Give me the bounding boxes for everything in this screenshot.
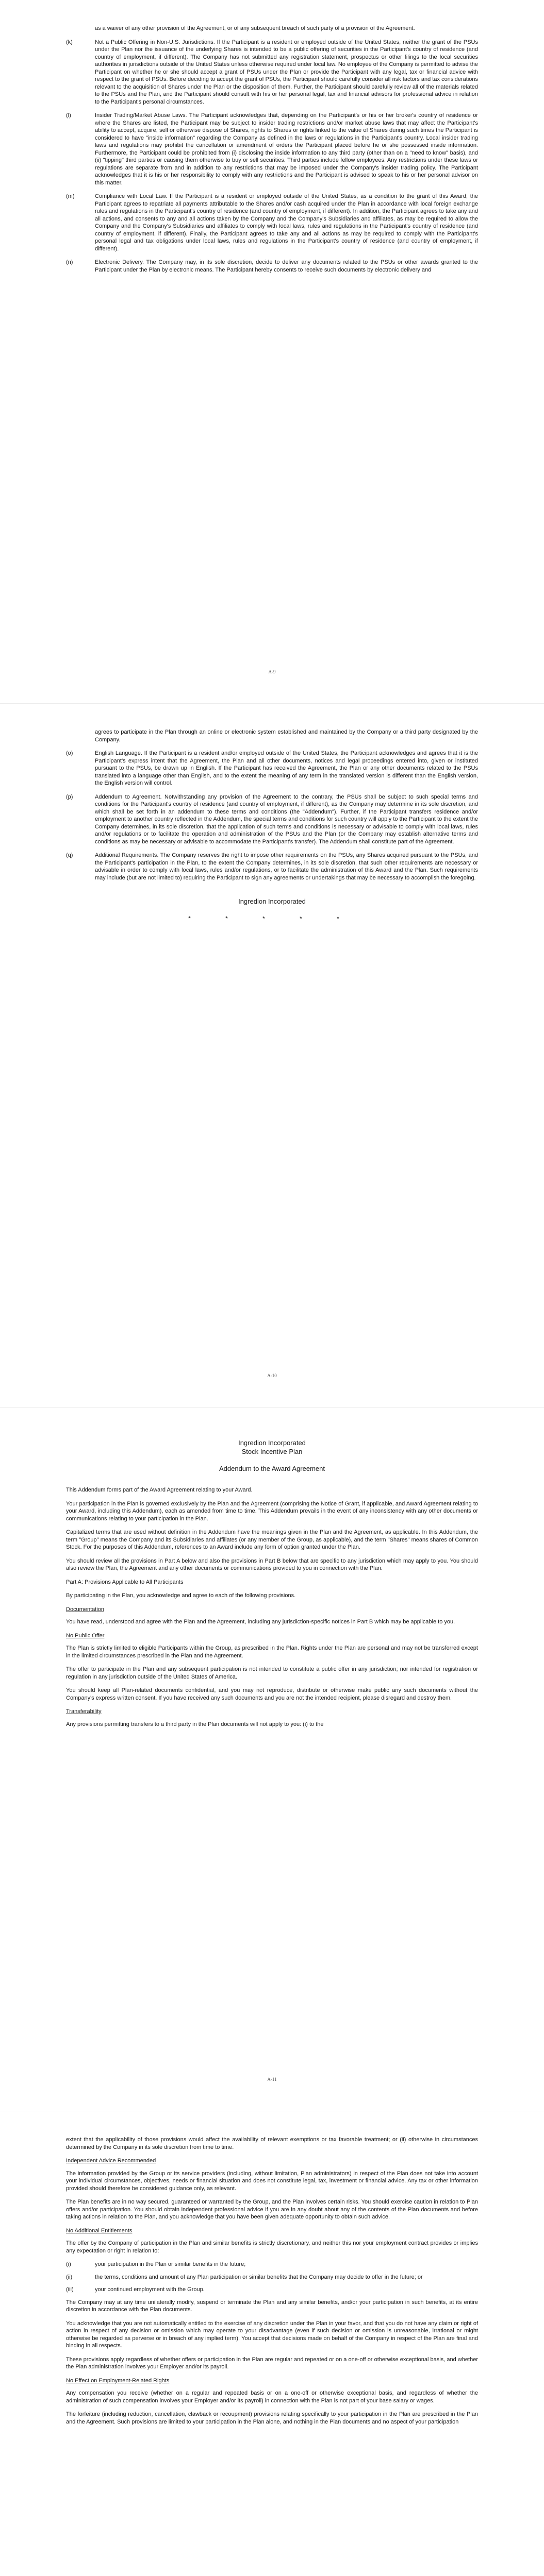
continued-text: extent that the applicability of those provisions would affect the availability of relevant exemptions or tax favorable treatment; or (ii) otherwise in circumstances determined by the Company in its sole discretion from time to time. xyxy=(66,2137,478,2150)
provision-marker: (k) xyxy=(66,39,73,45)
provision-text: Not a Public Offering in Non-U.S. Jurisdictions. If the Participant is a resident or employed outside of the United States, neither the grant of the PSUs under the Plan nor the issuance of the underlying Shares is intended to be a public offering of securities in the Participant's country of residence (and country of employment, if different). The Company has not submitted any registration statement, prospectus or other filings to the local securities authorities in jurisdictions outside of the United States unless otherwise required under local law. No employee of the Company is permitted to advise the Participant on whether he or she should accept a grant of PSUs under the Plan or provide the Participant with any legal, tax or financial advice with respect to the grant of PSUs. Before deciding to accept the grant of PSUs, the Participant should carefully consider all risk factors and tax considerations relevant to the acquisition of Shares under the Plan or the disposition of them. Further, the Participant should carefully review all of the materials related to the PSUs and the Plan, and the Participant should consult with his or her personal legal, tax and financial advisors for professional advice in relation to the Participant's personal circumstances. xyxy=(95,39,478,105)
company-name: Ingredion Incorporated xyxy=(238,897,306,905)
provision-item xyxy=(66,259,478,274)
section-heading: No Effect on Employment-Related Rights xyxy=(66,2377,170,2384)
addendum-title: Addendum to the Award Agreement xyxy=(219,1465,325,1472)
section-heading: No Additional Entitlements xyxy=(66,2227,133,2234)
list-marker: (i) xyxy=(66,2261,71,2267)
provision-item xyxy=(66,750,478,787)
paragraph: Any provisions permitting transfers to a third party in the Plan documents will not apply to you: (i) to the xyxy=(66,1721,324,1727)
provision-list xyxy=(66,39,478,274)
provision-marker: (n) xyxy=(66,259,73,265)
provision-marker: (q) xyxy=(66,852,73,858)
section-heading: Independent Advice Recommended xyxy=(66,2158,156,2164)
part-a-heading: Part A: Provisions Applicable to All Participants xyxy=(66,1579,184,1585)
paragraph: This Addendum forms part of the Award Agreement relating to your Award. xyxy=(66,1487,253,1493)
paragraph: The Plan is strictly limited to eligible Participants within the Group, as prescribed in the Plan. Rights under the Plan are personal and may not be transferred except in the limited circumstances prescribed in the Plan and the Agreement. xyxy=(66,1645,478,1659)
paragraph: You should review all the provisions in Part A below and also the provisions in Part B below that are specific to any jurisdiction which may apply to you. You should also review the Plan, the Agreement and any other documents or communications provided to you in connection with the Plan. xyxy=(66,1557,478,1571)
provision-list xyxy=(66,750,478,882)
continued-text: as a waiver of any other provision of the Agreement, or of any subsequent breach of such party of a provision of the Agreement. xyxy=(95,25,415,31)
paragraph: The forfeiture (including reduction, cancellation, clawback or recoupment) provisions relating specifically to your participation in the Plan are prescribed in the Plan and the Agreement. Such provisions are limited to your participation in the Plan alone, and nothing in the Plan documents and no aspect of your participation xyxy=(66,2411,478,2425)
document-page-a12 xyxy=(0,2111,544,2576)
addendum-plan-title: Stock Incentive Plan xyxy=(241,1448,303,1455)
provision-text: Additional Requirements. The Company reserves the right to impose other requirements on the PSUs, any Shares acquired pursuant to the PSUs, and the Participant's participation in the Plan, to the extent the Company determines, in its sole discretion, that such other requirements are necessary or advisable in order to comply with local laws, rules and/or regulations, or to facilitate the administration of this Award and the Plan. Such requirements may include (but are not limited to) requiring the Participant to sign any agreements or undertakings that may be necessary to accomplish the foregoing. xyxy=(95,852,478,881)
paragraph: Your participation in the Plan is governed exclusively by the Plan and the Agreement (comprising the Notice of Grant, if applicable, and Award Agreement relating to your Award, including this Addendum), each as amended from time to time. This Addendum prevails in the event of any inconsistency with any other documents or communications relating to your participation in the Plan. xyxy=(66,1500,478,1522)
paragraph: You should keep all Plan-related documents confidential, and you may not reproduce, distribute or otherwise make public any such documents without the Company's express written consent. If you have received any such documents and you are not the intended recipient, please disregard and destroy them. xyxy=(66,1687,478,1701)
section-heading: Documentation xyxy=(66,1606,104,1613)
provision-item xyxy=(66,793,478,846)
provision-text: Compliance with Local Law. If the Participant is a resident or employed outside of the United States, as a condition to the grant of this Award, the Participant agrees to repatriate all payments attributable to the Shares and/or cash acquired under the Plan in accordance with local foreign exchange rules and regulations in the Participant's country of residence (and country of employment, if different). In addition, the Participant agrees to take any and all actions, and consents to any and all actions taken by the Company and the Company's Subsidiaries and affiliates, as may be required to allow the Company and the Company's Subsidiaries and affiliates to comply with local laws, rules and regulations in the Participant's country of residence (and country of employment, if different). Finally, the Participant agrees to take any and all actions as may be required to comply with the Participant's personal legal and tax obligations under local laws, rules and regulations in the Participant's country of residence (and country of employment, if different). xyxy=(95,193,478,252)
paragraph: The Company may at any time unilaterally modify, suspend or terminate the Plan and any similar benefits, and/or your participation in such benefits, at its entire discretion in accordance with the Plan documents. xyxy=(66,2299,478,2313)
provision-item xyxy=(66,852,478,882)
section-heading: No Public Offer xyxy=(66,1632,105,1639)
provision-text: Electronic Delivery. The Company may, in its sole discretion, decide to deliver any documents related to the PSUs or other awards granted to the Participant under the Plan by electronic means. The Participant hereby consents to receive such documents by electronic delivery and xyxy=(95,259,478,273)
document-page-a10 xyxy=(0,703,544,1407)
document-page-a9 xyxy=(0,0,544,703)
page-number: A-11 xyxy=(267,2077,277,2082)
list-item xyxy=(66,2261,478,2268)
list-marker: (iii) xyxy=(66,2286,74,2293)
list-text: the terms, conditions and amount of any Plan participation or similar benefits that the Company may decide to offer in the future; or xyxy=(95,2274,423,2280)
page-body xyxy=(66,2136,478,2432)
page-body xyxy=(66,1438,478,1734)
list-item xyxy=(66,2274,478,2281)
provision-text: Insider Trading/Market Abuse Laws. The Participant acknowledges that, depending on the Participant's or his or her broker's country of residence or where the Shares are listed, the Participant may be subject to insider trading restrictions and/or market abuse laws that may affect the Participant's ability to accept, acquire, sell or otherwise dispose of Shares, rights to Shares or rights linked to the value of Shares during such times the Participant is considered to have "inside information" regarding the Company as defined in the laws or regulations in the Participant's country. Local insider trading laws and regulations may prohibit the cancellation or amendment of orders the Participant placed before he or she possessed inside information. Furthermore, the Participant could be prohibited from (i) disclosing the inside information to any third party (other than on a "need to know" basis), and (ii) "tipping" third parties or causing them otherwise to buy or sell securities. Third parties include fellow employees. Any restrictions under these laws or regulations are separate from and in addition to any restrictions that may be imposed under the Company's insider trading policy. The Participant acknowledges that it is his or her responsibility to comply with any restrictions and the Participant is advised to speak to his or her personal advisor on this matter. xyxy=(95,112,478,186)
section-heading: Transferability xyxy=(66,1708,102,1715)
list-text: your participation in the Plan or similar benefits in the future; xyxy=(95,2261,246,2267)
section-separator: * * * * * xyxy=(188,915,356,922)
paragraph: The offer by the Company of participation in the Plan and similar benefits is strictly discretionary, and neither this nor your employment contract provides or implies any expectation or right in relation to: xyxy=(66,2240,478,2254)
page-number: A-9 xyxy=(268,669,276,674)
provision-marker: (p) xyxy=(66,793,73,800)
provision-item xyxy=(66,39,478,106)
document-page-a11 xyxy=(0,1407,544,2111)
list-text: your continued employment with the Group. xyxy=(95,2286,205,2293)
provision-item xyxy=(66,112,478,187)
paragraph: The information provided by the Group or its service providers (including, without limitation, Plan administrators) in respect of the Plan does not take into account your individual circumstances, objectives, needs or financial situation and does not constitute legal, tax, investment or financial advice. Any tax or other information provided should therefore be considered guidance only, as relevant. xyxy=(66,2170,478,2192)
paragraph: You acknowledge that you are not automatically entitled to the exercise of any discretion under the Plan in your favor, and that you do not have any claim or right of action in respect of any decision or omission which may operate to your disadvantage (even if such decision or omission is unreasonable, irrational or might otherwise be regarded as perverse or in breach of any implied term). You accept that decisions made on behalf of the Company in respect of the Plan are final and binding in all respects. xyxy=(66,2320,478,2349)
page-number: A-10 xyxy=(267,1373,277,1378)
paragraph: You have read, understood and agree with the Plan and the Agreement, including any jurisdiction-specific notices in Part B which may be applicable to you. xyxy=(66,1619,455,1625)
paragraph: Capitalized terms that are used without definition in the Addendum have the meanings given in the Plan and the Agreement, as applicable. In this Addendum, the term "Group" means the Company and its Subsidiaries and affiliates (or any member of the Group, as applicable), and the term "Shares" means shares of Common Stock. For the purposes of this Addendum, references to an Award include any form of option granted under the Plan. xyxy=(66,1529,478,1550)
paragraph: These provisions apply regardless of whether offers or participation in the Plan are regular and repeated or on a one-off or otherwise exceptional basis, and whether the Plan administration involves your Employer and/or its payroll. xyxy=(66,2356,478,2370)
provision-marker: (l) xyxy=(66,112,71,118)
list-marker: (ii) xyxy=(66,2274,73,2280)
provision-marker: (o) xyxy=(66,750,73,756)
provision-text: Addendum to Agreement. Notwithstanding any provision of the Agreement to the contrary, the PSUs shall be subject to such special terms and conditions for the Participant's country of residence (and country of employment, if different), as the Company may determine in its sole discretion, and which shall be set forth in an addendum to these terms and conditions (the "Addendum"). Further, if the Participant transfers residence and/or employment to another country reflected in the Addendum, the special terms and conditions for such country will apply to the Participant to the extent the Company determines, in its sole discretion, that the application of such terms and conditions is necessary or advisable to comply with local laws, rules and/or regulations or to facilitate the operation and administration of the PSUs and the Plan (or the Company may establish alternative terms and conditions as may be necessary or advisable to accommodate the Participant's transfer). The Addendum shall constitute part of the Agreement. xyxy=(95,793,478,845)
page-body xyxy=(66,25,478,280)
page-body xyxy=(66,728,478,923)
addendum-company-title: Ingredion Incorporated xyxy=(238,1439,306,1447)
provision-marker: (m) xyxy=(66,193,75,199)
paragraph: The offer to participate in the Plan and any subsequent participation is not intended to constitute a public offer in any jurisdiction; nor intended for registration or regulation in any jurisdiction outside of the United States of America. xyxy=(66,1666,478,1680)
paragraph: By participating in the Plan, you acknowledge and agree to each of the following provisions. xyxy=(66,1592,296,1599)
continued-text: agrees to participate in the Plan through an online or electronic system established and maintained by the Company or a third party designated by the Company. xyxy=(95,729,478,743)
provision-item xyxy=(66,193,478,252)
paragraph: Any compensation you receive (whether on a regular and repeated basis or on a one-off or otherwise exceptional basis, and regardless of whether the administration of such compensation involves your Employer and/or its payroll) in connection with the Plan is not part of your base salary or wages. xyxy=(66,2390,478,2404)
provision-text: English Language. If the Participant is a resident and/or employed outside of the United States, the Participant acknowledges and agrees that it is the Participant's express intent that the Agreement, the Plan and all other documents, notices and legal proceedings entered into, given or instituted pursuant to the PSUs, be drawn up in English. If the Participant has received the Agreement, the Plan or any other documents related to the PSUs translated into a language other than English, and to the extent the meaning of any term in the translated version is different than the English version, the English version will control. xyxy=(95,750,478,786)
paragraph: The Plan benefits are in no way secured, guaranteed or warranted by the Group, and the Plan involves certain risks. You should exercise caution in relation to Plan offers and/or participation. You should obtain independent professional advice if you are in any doubt about any of the contents of the Plan documents and before taking actions in relation to the Plan, and you acknowledge that you have been given adequate opportunity to obtain such advice. xyxy=(66,2199,478,2220)
list-item xyxy=(66,2286,478,2294)
